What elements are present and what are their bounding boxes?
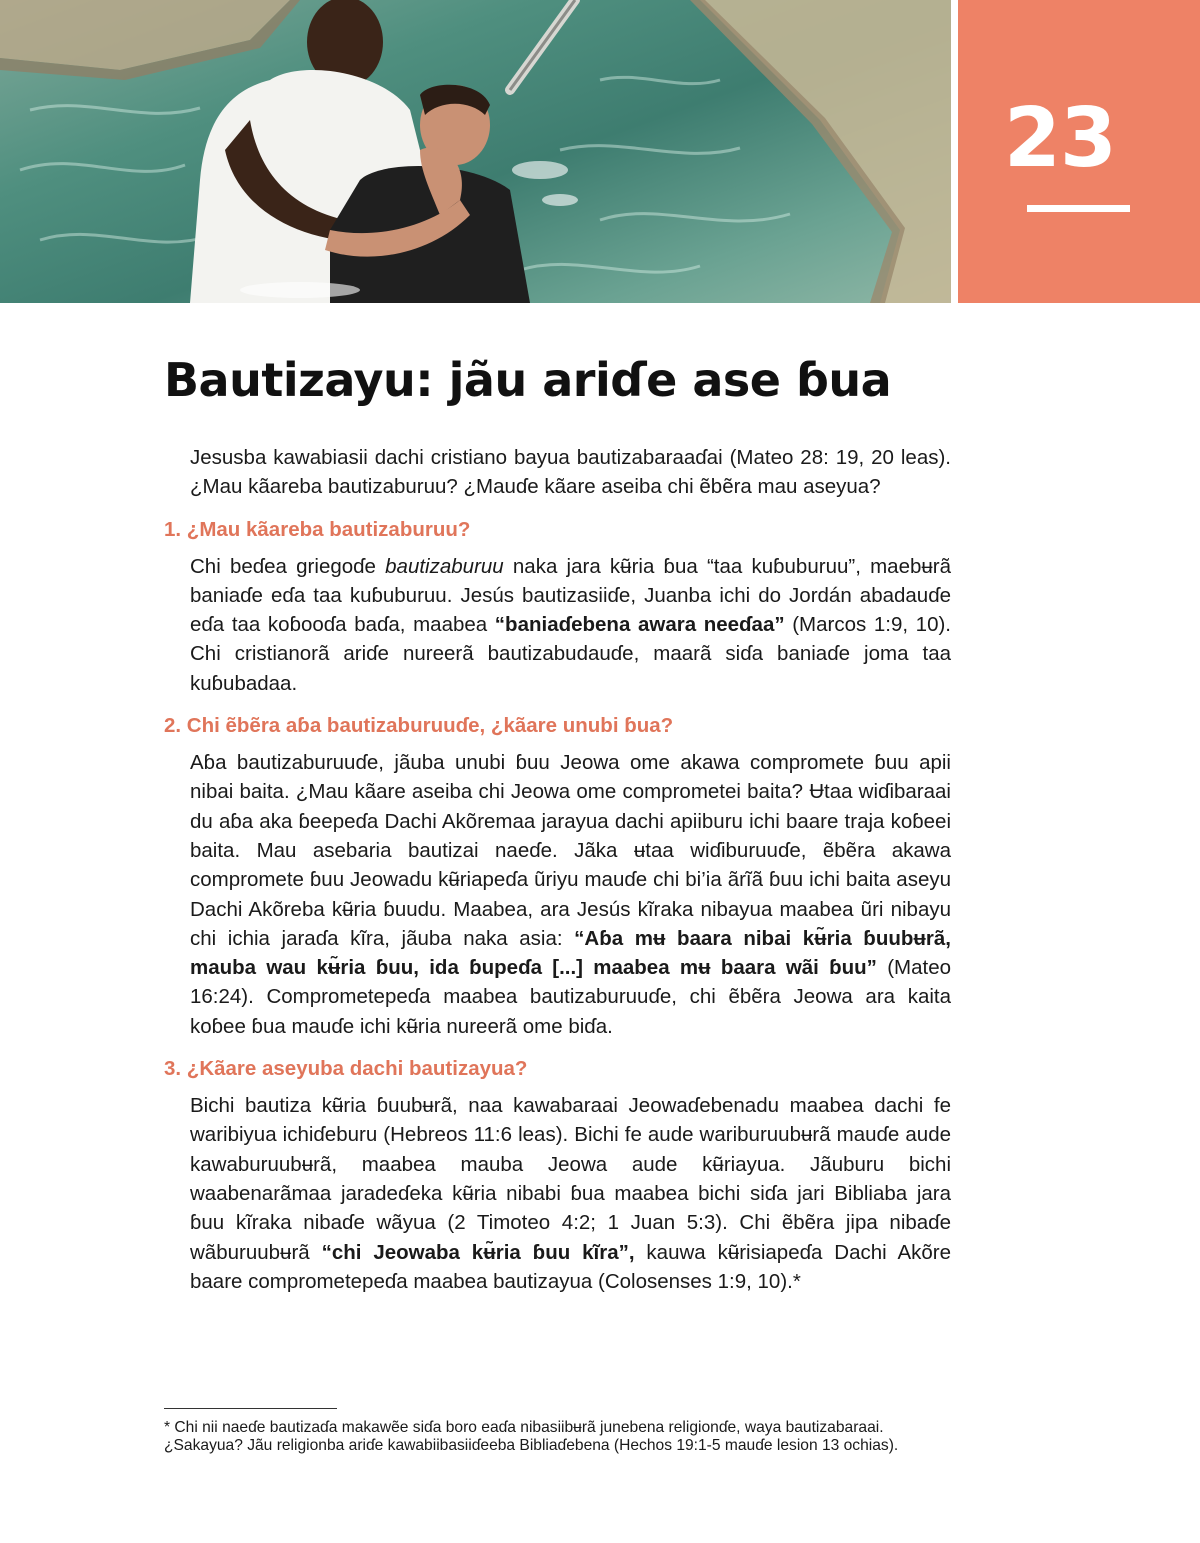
section-2-heading: 2. Chi ẽbẽra aɓa bautizaburuuɗe, ¿kãare unubi ɓua?: [164, 714, 674, 738]
lesson-number-underline: [1027, 205, 1130, 212]
hero-photo: [0, 0, 951, 303]
section-2-text-a: Aɓa bautizaburuuɗe, jãuba unubi ɓuu Jeowa ome akawa compromete ɓuu apii nibai baita. ¿Mau kãare aseiba chi Jeowa ome comprometei baita? Ʉtaa wiɗibaraai du aɓa aka ɓeepeɗa Dachi Akõremaa jarayua dachi apiiburu ichi baare traja koɓeei baita. Mau asebaria bautizai naeɗe. Jãka ʉtaa wiɗiburuuɗe, ẽbẽra akawa compromete ɓuu Jeowadu kʉ̃riapeɗa ũriyu mauɗe chi bi’ia ãrĩã ɓuu ichi baita aseyu Dachi Akõreba kʉ̃ria ɓuudu. Maabea, ara Jesús kĩraka nibayua maabea ũri nibayu chi ichia jaraɗa kĩra, jãuba naka asia:: [190, 751, 951, 950]
section-3-text-a: Bichi bautiza kʉ̃ria ɓuubʉrã, naa kawabaraai Jeowaɗebenadu maabea dachi fe waribiyua ichiɗeburu (Hebreos 11:6 leas). Bichi fe aude wariburuubʉrã mauɗe aude kawaburuubʉrã, maabea mauba Jeowa aude kʉ̃riayua. Jãuburu bichi waabenarãmaa jaradeɗeka kʉ̃ria nibabi ɓua maabea bichi siɗa jari Bibliaba jara ɓuu kĩraka nibaɗe wãyua (2 Timoteo 4:2; 1 Juan 5:3). Chi ẽbẽra jipa nibaɗe wãburuubʉrã: [190, 1094, 951, 1264]
section-1-heading: 1. ¿Mau kãareba bautizaburuu?: [164, 517, 471, 541]
lesson-content: [164, 440, 951, 1310]
section-1-text-c: (Marcos 1:9, 10). Chi cristianorã ariɗe nureerã bautizabudauɗe, maarã siɗa baniaɗe joma taa kuɓubadaa.: [190, 613, 951, 695]
section-1-bold-quote: “baniaɗebena awara neeɗaa”: [494, 613, 785, 637]
section-1-text-a: Chi beɗea griegoɗe: [190, 554, 386, 578]
footnote-divider: [164, 1408, 337, 1409]
page-title: Bautizayu: jãu ariɗe ase ɓua: [164, 353, 892, 407]
section-1: [164, 516, 951, 698]
lesson-number-box: [958, 0, 1200, 303]
section-1-italic-term: bautizaburuu: [385, 554, 504, 578]
section-2-bold-quote: “Aɓa mʉ baara nibai kʉ̃ria ɓuubʉrã, mauba wau kʉ̃ria ɓuu, ida ɓupeɗa [...] maabea mʉ baara wãi ɓuu”: [190, 926, 951, 980]
section-2-paragraph: [190, 748, 951, 1041]
section-3-bold-quote: “chi Jeowaba kʉ̃ria ɓuu kĩra”,: [321, 1240, 635, 1264]
footnote: * Chi nii naeɗe bautizaɗa makawẽe siɗa boro eaɗa nibasiibʉrã junebena religionɗe, waya bautizabaraai. ¿Sakayua? Jãu religionba ariɗe kawabiibasiiɗeeba Bibliaɗebena (Hechos 19:1-5 mauɗe lesion 13 ochias).: [164, 1419, 899, 1455]
intro-paragraph: Jesusba kawabiasii dachi cristiano bayua bautizabaraaɗai (Mateo 28: 19, 20 leas). ¿Mau kãareba bautizaburuu? ¿Mauɗe kãare aseiba chi ẽbẽra mau aseyua?: [190, 446, 951, 499]
section-2: [164, 712, 951, 1041]
section-3-text-b: kauwa kʉ̃risiapeɗa Dachi Akõre baare comprometepeɗa maabea bautizayua (Colosenses 1:9, 10).*: [190, 1240, 952, 1293]
section-3-paragraph: [190, 1091, 951, 1296]
section-3: [164, 1055, 951, 1296]
section-2-text-b: (Mateo 16:24). Comprometepeɗa maabea bautizaburuuɗe, chi ẽbẽra Jeowa ara kaita koɓee ɓua mauɗe ichi kʉ̃ria nureerã ome biɗa.: [190, 956, 951, 1038]
baptism-illustration: [0, 0, 951, 303]
section-1-paragraph: [190, 552, 951, 698]
section-3-heading: 3. ¿Kãare aseyuba dachi bautizayua?: [164, 1057, 528, 1081]
lesson-number: 23: [1003, 91, 1116, 186]
section-1-text-b: naka jara kʉ̃ria ɓua “taa kuɓuburuu”, maebʉrã baniaɗe eɗa taa kuɓuburuu. Jesús bautizasiiɗe, Juanba ichi do Jordán abadauɗe eɗa taa koɓooɗa baɗa, maabea: [190, 554, 951, 637]
